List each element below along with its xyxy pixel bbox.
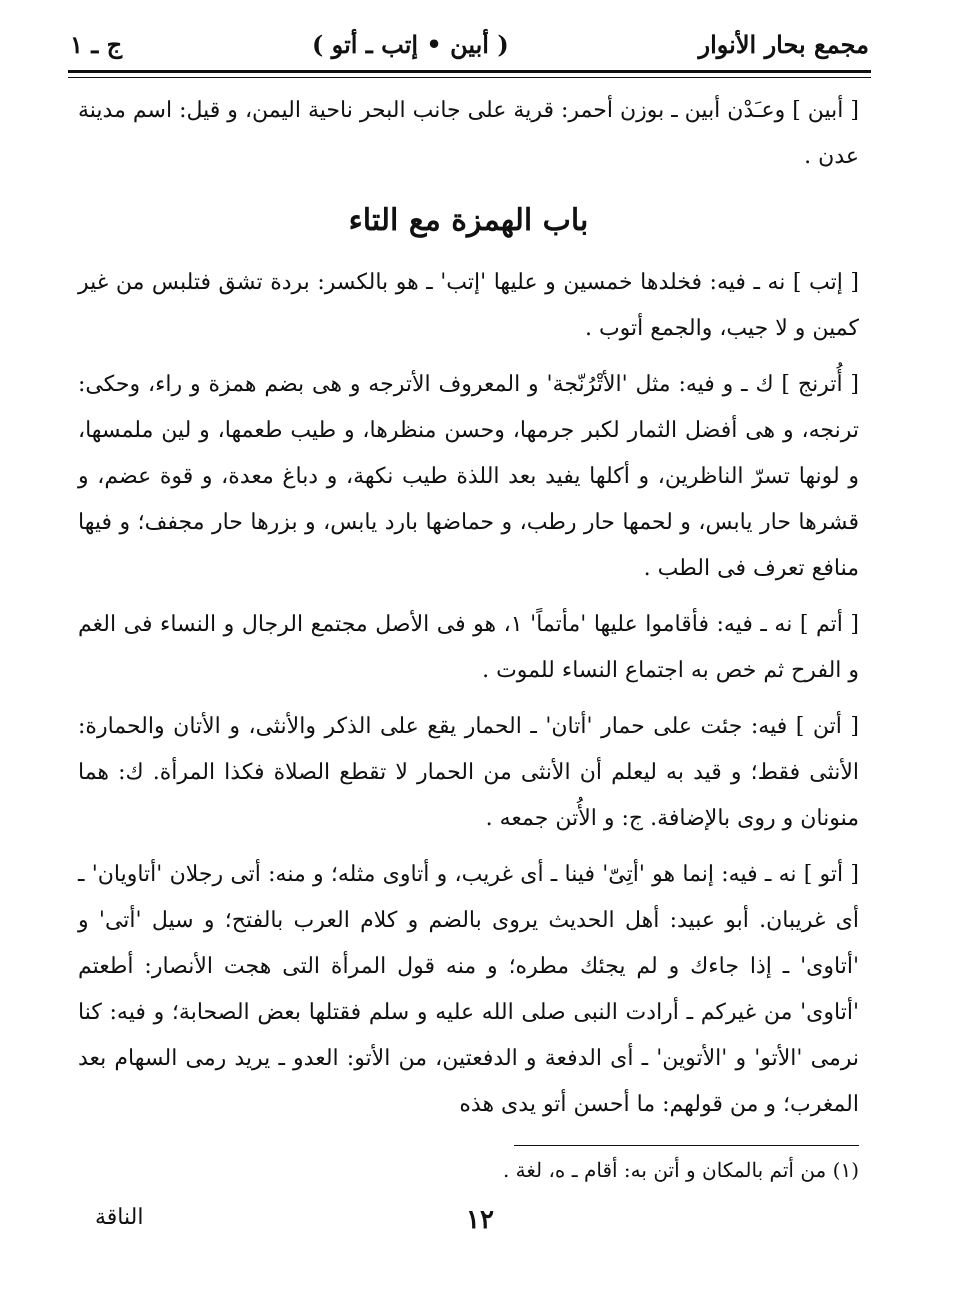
footnote: (١) من أتم بالمكان و أتن به: أقام ـ ه، لغة . <box>502 1158 859 1182</box>
section-title: باب الهمزة مع التاء <box>348 203 589 238</box>
entry-itb: [ إتب ] نه ـ فيه: فخلدها خمسين و عليها 'إتب' ـ هو بالكسر: بردة تشق فتلبس من غير كمين و لا جيب، والجمع أتوب . <box>78 270 859 341</box>
main-text <box>78 88 859 1138</box>
catchword: الناقة <box>95 1205 144 1230</box>
header-rule <box>68 70 871 78</box>
entry-utrunj: [ أُترنج ] ك ـ و فيه: مثل 'الأتْرُنّجة' و المعروف الأترجه و هى بضم همزة و راء، وحكى: ترنجه، و هى أفضل الثمار لكبر جرمها، وحسن منظرها، و طيب طعمها، و لين ملمسها، و لونها تسرّ الناظرين، و أكلها يفيد بعد اللذة طيب نكهة، و دباغ معدة، و قوة عضم، و قشرها حار يابس، و لحمها حار رطب، و حماضها بارد يابس، و بزرها حار مجفف؛ و فيها منافع تعرف فى الطب . <box>78 372 859 581</box>
entry-atm: [ أتم ] نه ـ فيه: فأقاموا عليها 'مأتماً' ١، هو فى الأصل مجتمع الرجال و النساء فى الغم و الفرح ثم خص به اجتماع النساء للموت . <box>78 612 859 683</box>
book-title: مجمع بحار الأنوار <box>698 29 869 59</box>
section-range: ( أبين • إتب ـ أتو ) <box>311 29 509 59</box>
entry-atn: [ أتن ] فيه: جئت على حمار 'أتان' ـ الحمار يقع على الذكر والأنثى، و الأتان والحمارة: الأنثى فقط؛ و قيد به ليعلم أن الأنثى من الحمار لا تقطع الصلاة فكذا المرأة. ك: هما منونان و روى بالإضافة. ج: و الأُتن جمعه . <box>78 714 859 831</box>
entry-abyan: [ أبين ] وعـَدْن أبين ـ بوزن أحمر: قرية على جانب البحر ناحية اليمن، و قيل: اسم مدينة عدن . <box>78 98 859 169</box>
page-number: ١٢ <box>466 1205 494 1235</box>
entry-atw: [ أتو ] نه ـ فيه: إنما هو 'أتِىّ' فينا ـ أى غريب، و أتاوى مثله؛ و منه: أتى رجلان 'أتاويان' ـ أى غريبان. أبو عبيد: أهل الحديث يروى بالضم و كلام العرب بالفتح؛ و سيل 'أتى' و 'أتاوى' ـ إذا جاءك و لم يجئك مطره؛ و منه قول المرأة التى هجت الأنصار: أطعتم 'أتاوى' من غيركم ـ أرادت النبى صلى الله عليه و سلم فقتلها بعض الصحابة؛ و فيه: كنا نرمى 'الأتو' و 'الأتوين' ـ أى الدفعة و الدفعتين، من الأتو: العدو ـ يريد رمى السهام بعد المغرب؛ و من قولهم: ما أحسن أتو يدى هذه <box>78 862 859 1117</box>
footnote-rule <box>514 1145 859 1146</box>
volume-label: ج ـ ١ <box>70 29 123 59</box>
running-header <box>70 24 869 64</box>
